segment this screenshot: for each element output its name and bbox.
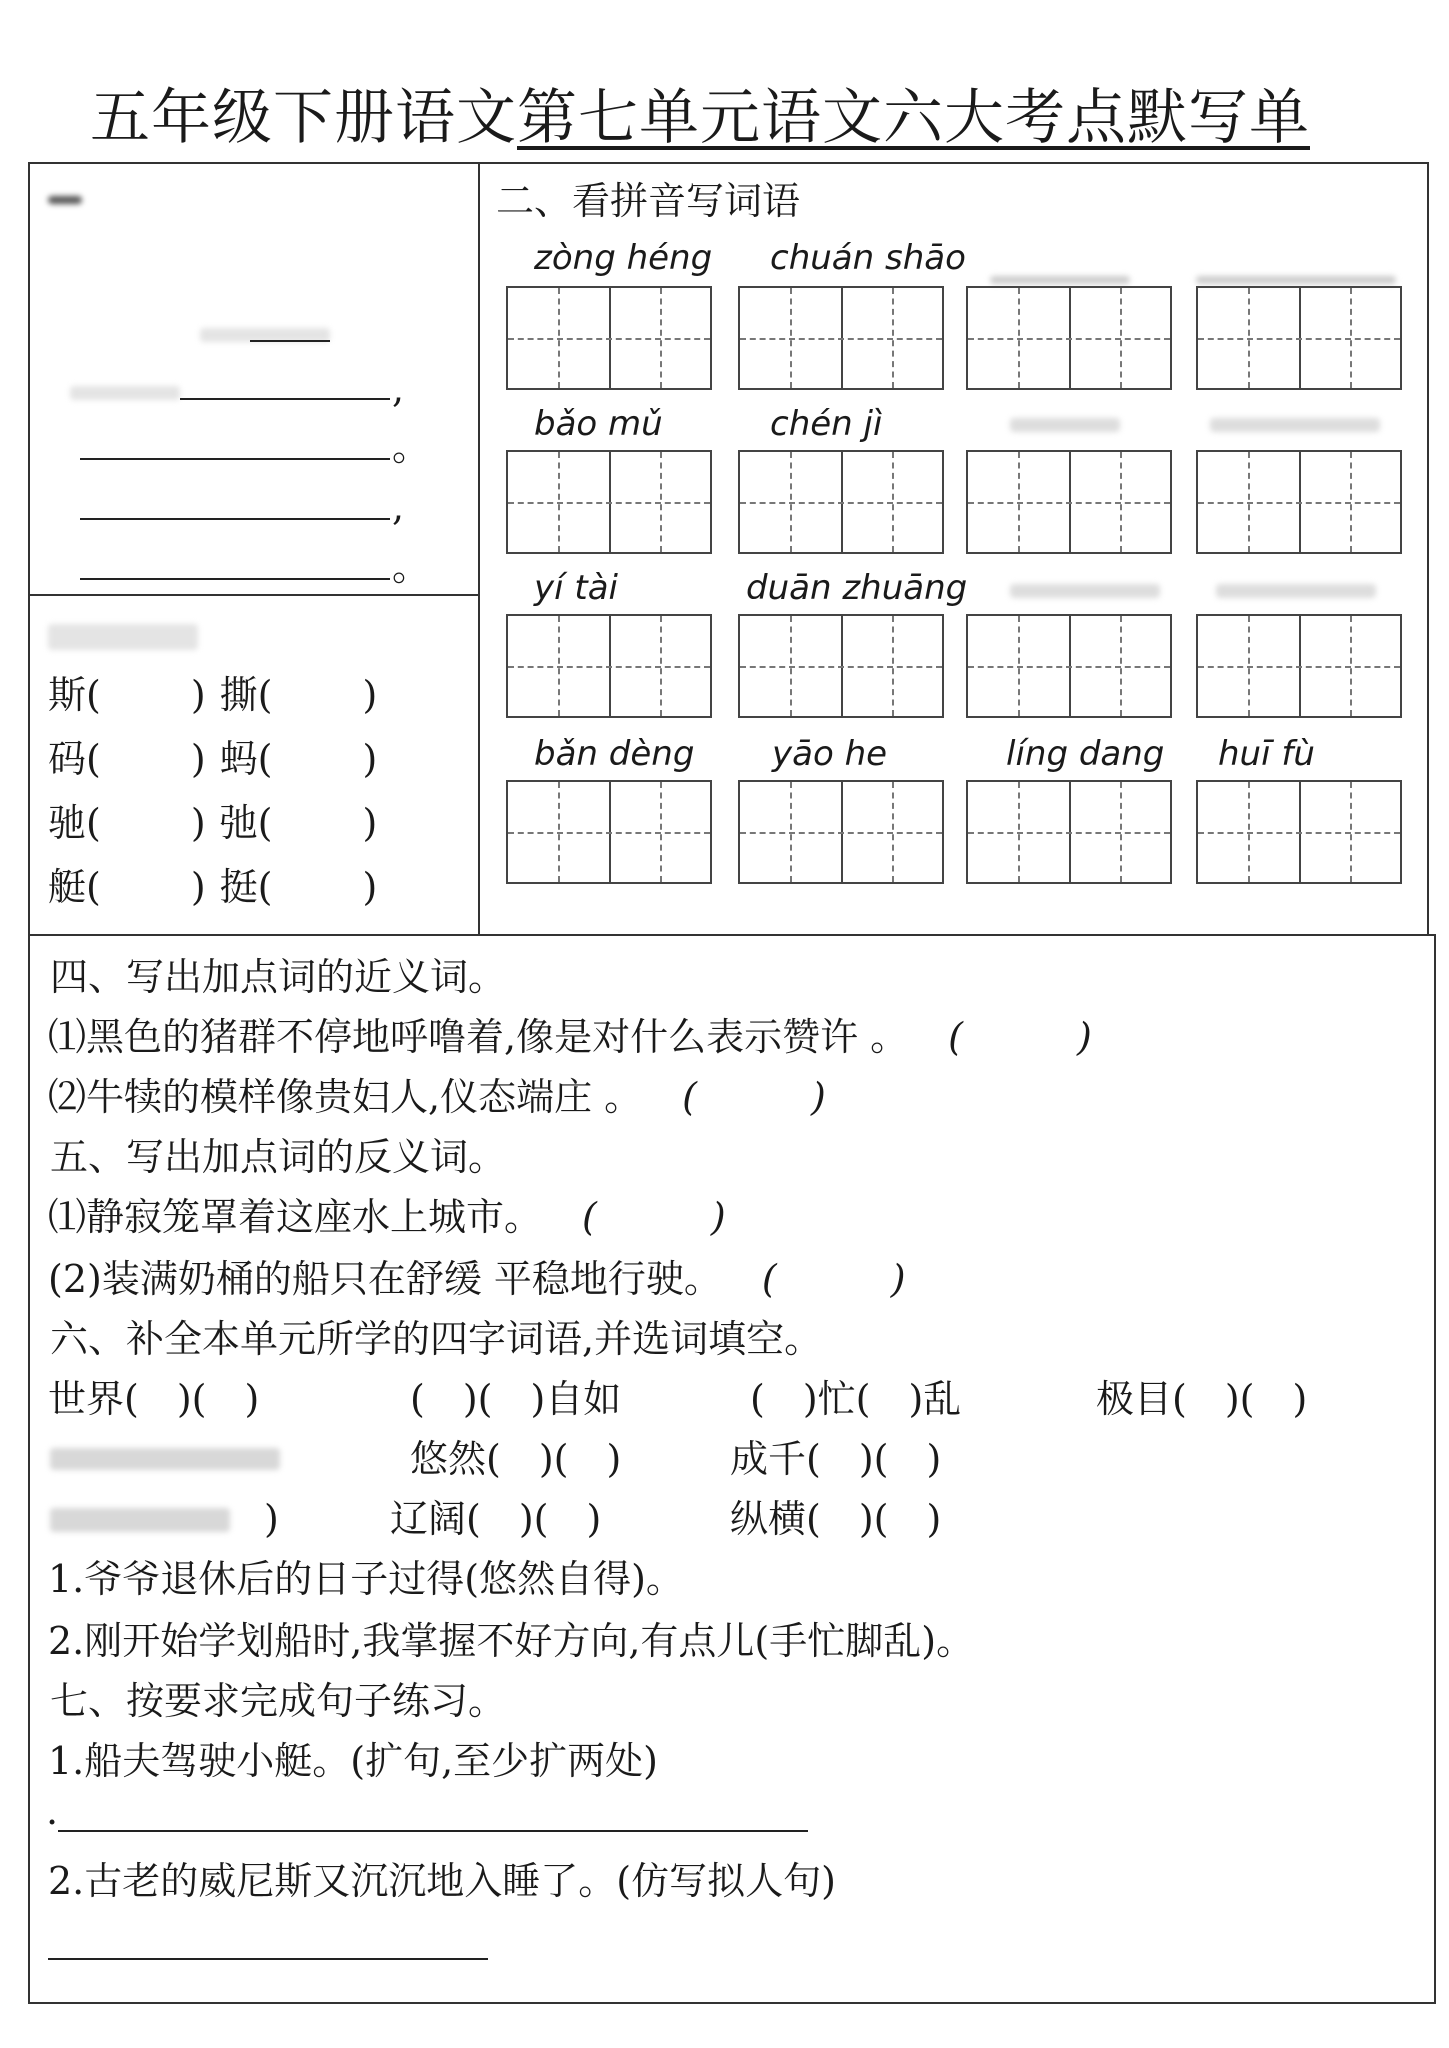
section4-q2-text: ⑵牛犊的模样像贵妇人,仪态端庄 。 <box>48 1075 643 1119</box>
char-chi: 驰( <box>48 801 101 845</box>
pinyin-r2-c4-blurred <box>1210 418 1380 432</box>
section7-q2-answer-line[interactable] <box>48 1958 488 1960</box>
pinyin-r1-c1: zòng héng <box>534 238 713 278</box>
section1-punct-3: , <box>392 485 405 529</box>
section7-q1-answer-line[interactable] <box>58 1830 808 1832</box>
pinyin-r2-c3-blurred <box>1010 418 1120 432</box>
char-ma2: 蚂( <box>219 737 273 781</box>
grid-r3-c1[interactable] <box>506 614 712 718</box>
grid-r4-c3[interactable] <box>966 780 1172 884</box>
page-title <box>90 78 1380 158</box>
grid-r3-c3[interactable] <box>966 614 1172 718</box>
title-part2: 第七单元语文六大考点默写单 <box>517 83 1310 153</box>
grid-r1-c4[interactable] <box>1196 286 1402 390</box>
idiom-r1-c2[interactable]: ( )( )自如 <box>410 1377 622 1421</box>
char-si: 斯( <box>48 673 101 717</box>
idiom-r2-c2[interactable]: 悠然( )( ) <box>410 1437 622 1481</box>
grid-r1-c1[interactable] <box>506 286 712 390</box>
paren-close[interactable]: ) <box>190 801 206 845</box>
pinyin-r1-c2: chuán shāo <box>770 238 966 278</box>
section4-q1-text: ⑴黑色的猪群不停地呼噜着,像是对什么表示赞许 。 <box>48 1015 909 1059</box>
paren-close[interactable]: ) <box>190 737 206 781</box>
section6-s2: 2.刚开始学划船时,我掌握不好方向,有点儿(手忙脚乱)。 <box>48 1619 975 1663</box>
char-chi2: 弛( <box>219 801 273 845</box>
section5-q2 <box>48 1256 906 1302</box>
section3-row-2 <box>48 736 377 782</box>
pinyin-r2-c1: bǎo mǔ <box>534 404 663 444</box>
section5-q2-text: (2)装满奶桶的船只在舒缓 平稳地行驶。 <box>48 1257 722 1301</box>
idiom-r3-c3[interactable]: 纵横( )( ) <box>730 1497 942 1541</box>
pinyin-r4-c3: líng dang <box>1006 734 1165 774</box>
grid-r4-c1[interactable] <box>506 780 712 884</box>
section4-heading: 四、写出加点词的近义词。 <box>50 955 507 999</box>
grid-r2-c4[interactable] <box>1196 450 1402 554</box>
section1-punct-2: 。 <box>392 425 431 469</box>
section1-blurred-heading <box>48 196 82 204</box>
idiom-r2-c1-blurred <box>50 1448 280 1470</box>
idiom-r3-c1-tail: ) <box>264 1497 279 1541</box>
section5-q1-answer[interactable]: ( ) <box>582 1195 726 1239</box>
grid-r2-c3[interactable] <box>966 450 1172 554</box>
char-ting: 艇( <box>48 865 101 909</box>
section3-row-4 <box>48 864 377 910</box>
paren-close[interactable]: ) <box>362 673 378 717</box>
section3-row-3 <box>48 800 377 846</box>
grid-r4-c2[interactable] <box>738 780 944 884</box>
paren-close[interactable]: ) <box>362 865 378 909</box>
grid-r3-c2[interactable] <box>738 614 944 718</box>
idiom-r1-c1[interactable]: 世界( )( ) <box>48 1377 260 1421</box>
section1-blank-4[interactable] <box>80 578 390 580</box>
section7-heading: 七、按要求完成句子练习。 <box>50 1679 507 1723</box>
paren-close[interactable]: ) <box>190 673 206 717</box>
section7-q1-mark: . <box>46 1789 59 1833</box>
idiom-r2-c3[interactable]: 成千( )( ) <box>730 1437 942 1481</box>
section5-heading: 五、写出加点词的反义词。 <box>50 1135 507 1179</box>
section4-q2-answer[interactable]: ( ) <box>682 1075 826 1119</box>
paren-close[interactable]: ) <box>190 865 206 909</box>
section1-blank-3[interactable] <box>80 518 390 520</box>
pinyin-r1-c3-blurred <box>990 276 1130 284</box>
char-ma: 码( <box>48 737 101 781</box>
grid-r4-c4[interactable] <box>1196 780 1402 884</box>
pinyin-r4-c1: bǎn dèng <box>534 734 695 774</box>
section4-q2 <box>48 1074 826 1120</box>
section1-box <box>28 162 480 596</box>
section7-q2: 2.古老的威尼斯又沉沉地入睡了。(仿写拟人句) <box>48 1859 836 1903</box>
grid-r2-c2[interactable] <box>738 450 944 554</box>
pinyin-r1-c4-blurred <box>1196 276 1396 284</box>
section2-heading: 二、看拼音写词语 <box>496 179 801 223</box>
idiom-r1-c4[interactable]: 极目( )( ) <box>1096 1377 1308 1421</box>
pinyin-r3-c2: duān zhuāng <box>746 568 968 608</box>
section5-q2-answer[interactable]: ( ) <box>761 1257 906 1301</box>
section1-punct-1: , <box>392 367 405 411</box>
pinyin-r3-c4-blurred <box>1216 584 1376 598</box>
paren-close[interactable]: ) <box>362 737 378 781</box>
pinyin-r2-c2: chén jì <box>770 404 883 444</box>
section3-blurred-heading <box>48 624 198 650</box>
pinyin-r4-c4: huī fù <box>1218 734 1315 774</box>
paren-close[interactable]: ) <box>362 801 378 845</box>
section7-q1: 1.船夫驾驶小艇。(扩句,至少扩两处) <box>48 1739 658 1783</box>
section5-q1 <box>48 1194 726 1240</box>
section1-blank-1[interactable] <box>180 398 390 400</box>
section1-punct-4: 。 <box>392 545 431 589</box>
pinyin-r3-c3-blurred <box>1010 584 1160 598</box>
idiom-r1-c3[interactable]: ( )忙( )乱 <box>750 1377 962 1421</box>
section4-q1-answer[interactable]: ( ) <box>948 1015 1092 1059</box>
char-ting2: 挺( <box>219 865 273 909</box>
section1-blank-0[interactable] <box>250 340 330 342</box>
idiom-r3-c2[interactable]: 辽阔( )( ) <box>390 1497 602 1541</box>
section6-s1: 1.爷爷退休后的日子过得(悠然自得)。 <box>48 1557 684 1601</box>
section3-row-1 <box>48 672 377 718</box>
idiom-r3-c1-blurred <box>50 1508 230 1532</box>
pinyin-r4-c2: yāo he <box>772 734 888 774</box>
grid-r3-c4[interactable] <box>1196 614 1402 718</box>
grid-r2-c1[interactable] <box>506 450 712 554</box>
title-part1: 五年级下册语文 <box>90 83 517 153</box>
section1-blank-2[interactable] <box>80 458 390 460</box>
pinyin-r3-c1: yí tài <box>534 568 618 608</box>
section1-blurred-text2 <box>70 386 180 400</box>
section4-q1 <box>48 1014 1092 1060</box>
section6-heading: 六、补全本单元所学的四字词语,并选词填空。 <box>50 1317 823 1361</box>
grid-r1-c3[interactable] <box>966 286 1172 390</box>
section5-q1-text: ⑴静寂笼罩着这座水上城市。 <box>48 1195 543 1239</box>
grid-r1-c2[interactable] <box>738 286 944 390</box>
char-si2: 撕( <box>219 673 273 717</box>
